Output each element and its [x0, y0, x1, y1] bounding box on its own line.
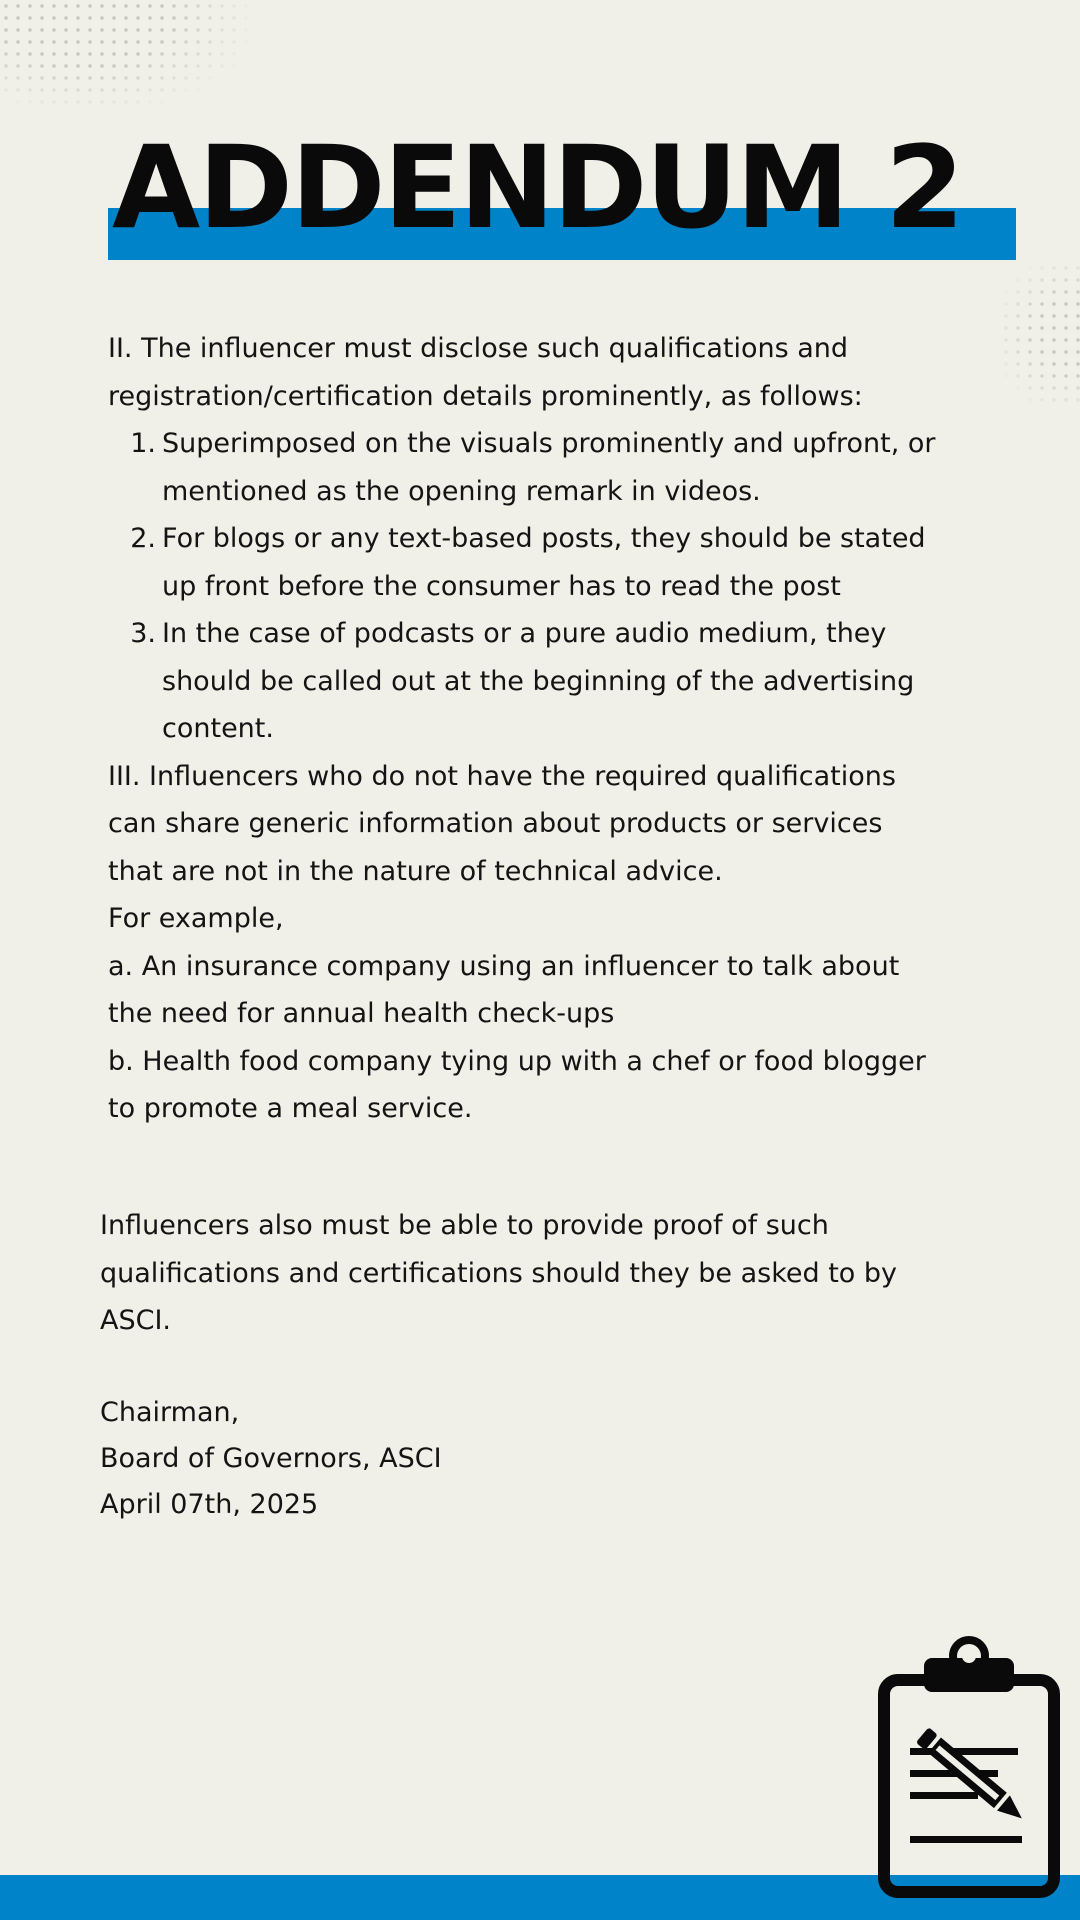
- dot-pattern-right: [1000, 262, 1080, 407]
- list-item: [108, 515, 938, 610]
- list-item-number: 1.: [130, 428, 156, 459]
- signature-date: April 07th, 2025: [100, 1489, 319, 1520]
- section-ii-intro: II. The influencer must disclose such qualifications and registration/certification details prominently, as follows:: [108, 333, 863, 412]
- list-item-number: 3.: [130, 618, 156, 649]
- list-item-text: In the case of podcasts or a pure audio medium, they should be called out at the beginning of the advertising content.: [162, 618, 915, 744]
- clipboard-pencil-icon: [876, 1630, 1062, 1900]
- example-label: For example,: [108, 903, 284, 934]
- example-b: b. Health food company tying up with a chef or food blogger to promote a meal service.: [108, 1045, 926, 1124]
- list-item-text: Superimposed on the visuals prominently and upfront, or mentioned as the opening remark in videos.: [162, 428, 936, 507]
- signature-block: [100, 1390, 700, 1528]
- main-content: [108, 325, 938, 1133]
- proof-paragraph: Influencers also must be able to provide proof of such qualifications and certifications should they be asked to by ASCI.: [100, 1210, 898, 1336]
- dot-pattern-top-left: [0, 0, 250, 110]
- disclosure-list: [108, 420, 938, 753]
- signature-board: Board of Governors, ASCI: [100, 1443, 442, 1474]
- list-item: [108, 420, 938, 515]
- example-a: a. An insurance company using an influencer to talk about the need for annual health check-ups: [108, 950, 900, 1029]
- signature-role: Chairman,: [100, 1397, 240, 1428]
- section-iii-text: III. Influencers who do not have the required qualifications can share generic information about products or services that are not in the nature of technical advice.: [108, 760, 896, 887]
- list-item: [108, 610, 938, 753]
- page-title: ADDENDUM 2: [112, 121, 963, 254]
- list-item-number: 2.: [130, 523, 156, 554]
- list-item-text: For blogs or any text-based posts, they should be stated up front before the consumer has to read the post: [162, 523, 926, 602]
